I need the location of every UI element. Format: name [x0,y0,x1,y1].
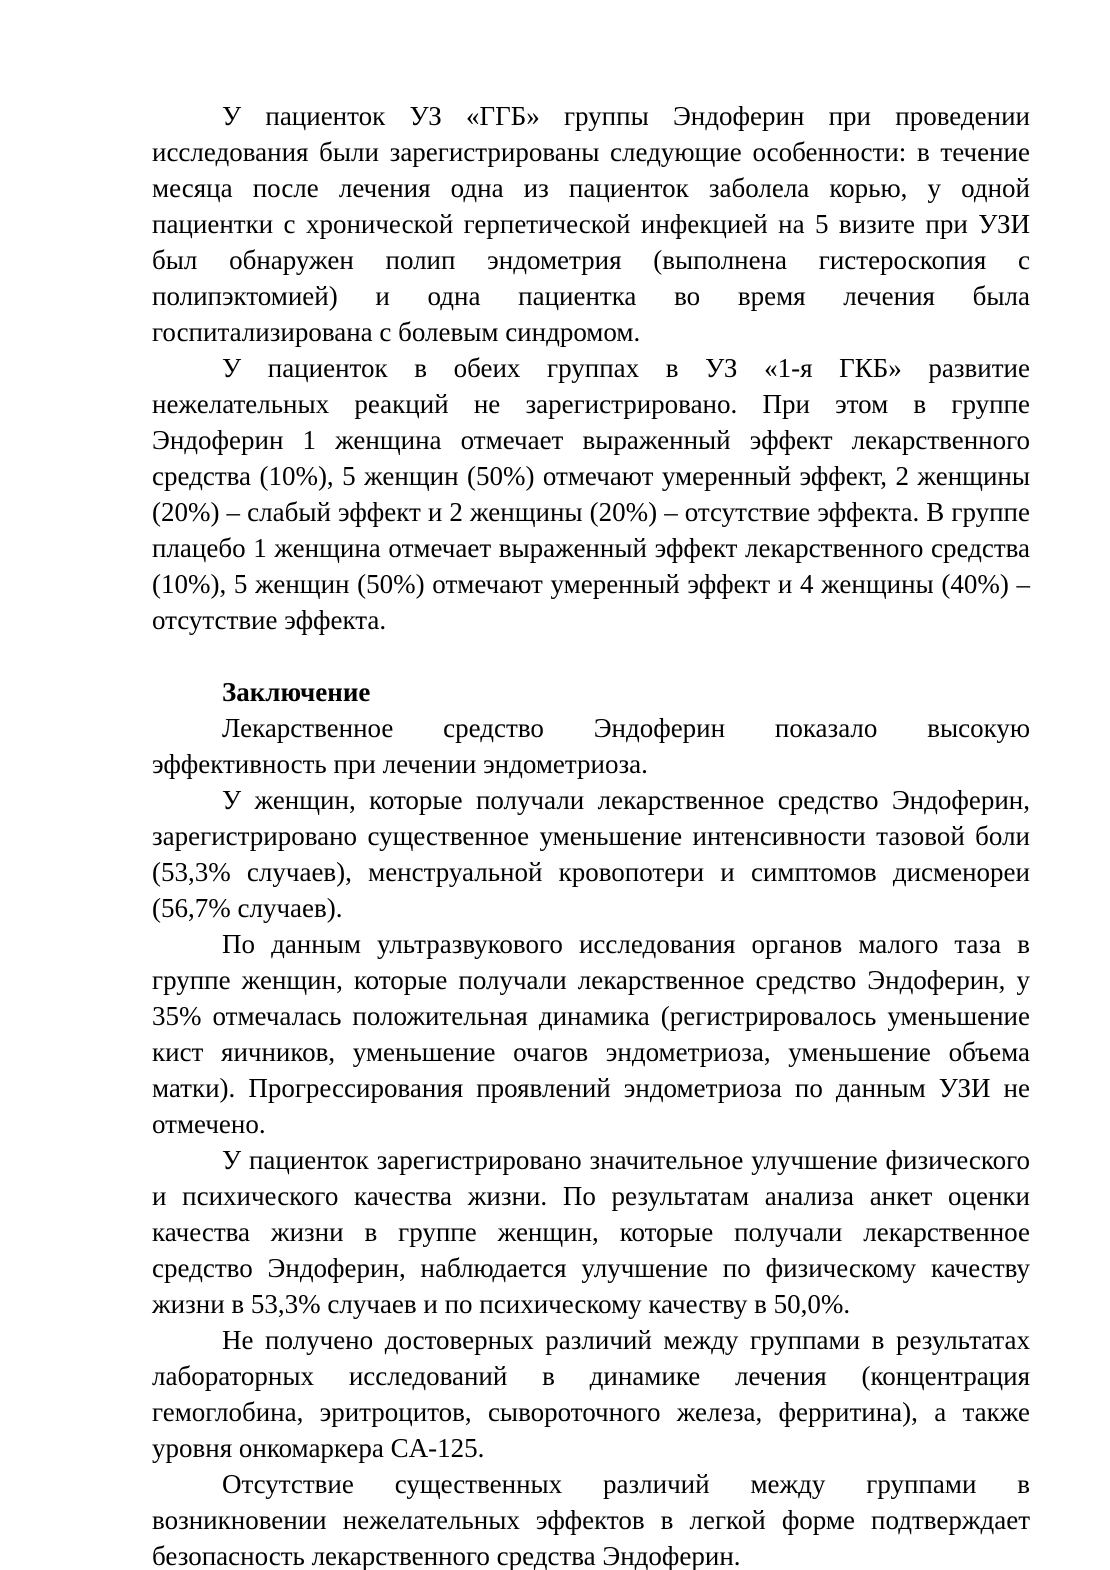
paragraph-spacer [152,638,1030,674]
paragraph-quality-of-life: У пациенток зарегистрировано значительное улучшение физического и психического качества жизни. По результатам анализа анкет оценки качества жизни в группе женщин, которые получали лекарственное средство Эндоферин, наблюдается улучшение по физическому качеству жизни в 53,3% случаев и по психическому качеству в 50,0%. [152,1145,1030,1319]
paragraph-adverse-events-ggb: У пациенток УЗ «ГГБ» группы Эндоферин при проведении исследования были зарегистрированы следующие особенности: в течение месяца после лечения одна из пациенток заболела корью, у одной пациентки с хронической герпетической инфекцией на 5 визите при УЗИ был обнаружен полип эндометрия (выполнена гистероскопия с полипэктомией) и одна пациентка во время лечения была госпитализирована с болевым синдромом. [152,101,1030,347]
section-heading-conclusion: Заключение [222,677,371,707]
paragraph-efficacy-summary: Лекарственное средство Эндоферин показало высокую эффективность при лечении эндометриоза. [152,713,1030,779]
paragraph-lab-results: Не получено достоверных различий между группами в результатах лабораторных исследований в динамике лечения (концентрация гемоглобина, эритроцитов, сывороточного железа, ферритина), а также уровня онкомаркера CA-125. [152,1325,1030,1463]
paragraph-ultrasound-findings: По данным ультразвукового исследования органов малого таза в группе женщин, которые получали лекарственное средство Эндоферин, у 35% отмечалась положительная динамика (регистрировалось уменьшение кист яичников, уменьшение очагов эндометриоза, уменьшение объема матки). Прогрессирования проявлений эндометриоза по данным УЗИ не отмечено. [152,929,1030,1139]
document-text-block [152,98,1030,1570]
paragraph-pain-reduction: У женщин, которые получали лекарственное средство Эндоферин, зарегистрировано существенное уменьшение интенсивности тазовой боли (53,3% случаев), менструальной кровопотери и симптомов дисменореи (56,7% случаев). [152,785,1030,923]
paragraph-safety-conclusion: Отсутствие существенных различий между группами в возникновении нежелательных эффектов в легкой форме подтверждает безопасность лекарственного средства Эндоферин. [152,1469,1030,1570]
paragraph-adverse-events-gkb: У пациенток в обеих группах в УЗ «1-я ГКБ» развитие нежелательных реакций не зарегистрировано. При этом в группе Эндоферин 1 женщина отмечает выраженный эффект лекарственного средства (10%), 5 женщин (50%) отмечают умеренный эффект, 2 женщины (20%) – слабый эффект и 2 женщины (20%) – отсутствие эффекта. В группе плацебо 1 женщина отмечает выраженный эффект лекарственного средства (10%), 5 женщин (50%) отмечают умеренный эффект и 4 женщины (40%) – отсутствие эффекта. [152,353,1030,635]
